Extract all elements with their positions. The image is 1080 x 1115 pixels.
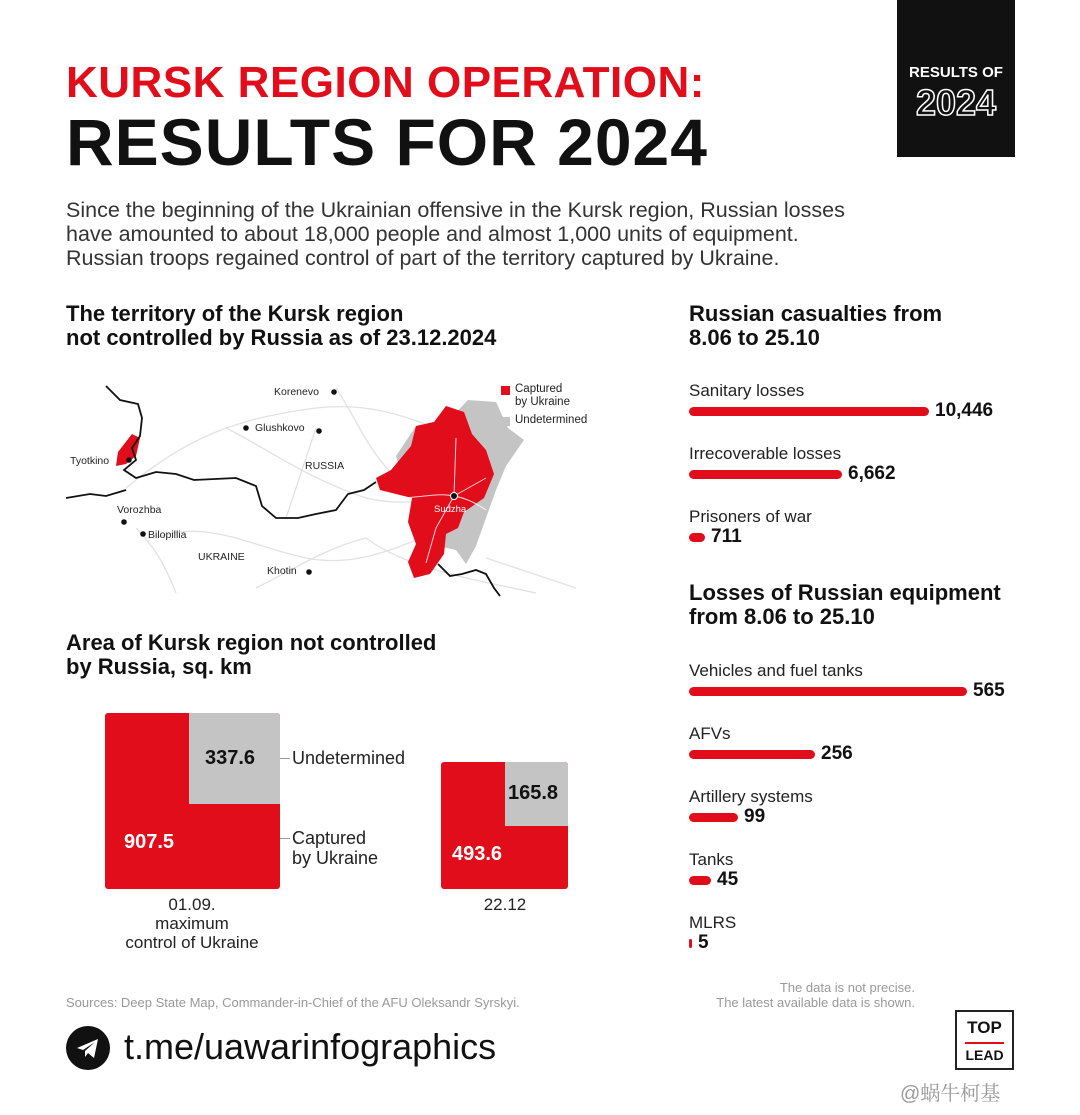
title-line-1: KURSK REGION OPERATION:	[66, 58, 705, 107]
bar-value: 711	[711, 526, 742, 547]
area-heading-line: Area of Kursk region not controlled	[66, 630, 437, 655]
intro-line: Russian troops regained control of part of the territory captured by Ukraine.	[66, 246, 780, 270]
kursk-map	[66, 378, 611, 600]
area-heading	[66, 631, 436, 679]
legend-captured-swatch	[501, 386, 510, 395]
caption-line: control of Ukraine	[125, 933, 259, 952]
place-russia: RUSSIA	[305, 460, 345, 472]
area-label-captured	[292, 828, 378, 868]
intro-text	[66, 198, 1016, 270]
area-captured-value-2212: 493.6	[452, 843, 503, 865]
state-border	[438, 564, 500, 596]
logo-divider	[965, 1042, 1004, 1044]
bar	[689, 939, 692, 948]
bar	[689, 876, 711, 885]
place-sudzha: Sudzha	[434, 504, 467, 515]
caption-line: maximum	[155, 914, 229, 933]
bar	[689, 687, 967, 696]
city-dot	[140, 531, 146, 537]
city-dot	[126, 457, 132, 463]
legend-text: by Ukraine	[515, 396, 570, 408]
intro-line: have amounted to about 18,000 people and almost 1,000 units of equipment.	[66, 222, 799, 246]
casualties-heading-line: Russian casualties from	[689, 301, 943, 326]
city-dot	[121, 519, 127, 525]
casualties-heading	[689, 302, 942, 350]
leader-line	[280, 838, 290, 839]
bar-value: 45	[717, 869, 739, 890]
place-tyotkino: Tyotkino	[70, 455, 110, 467]
equipment-heading-line: Losses of Russian equipment	[689, 580, 1001, 605]
city-dot	[243, 425, 249, 431]
bar-value: 5	[698, 932, 709, 953]
area-label-text: Captured	[292, 828, 367, 848]
area-captured-value-0109: 907.5	[124, 831, 175, 853]
bar	[689, 533, 705, 542]
city-dot-sudzha	[451, 493, 458, 500]
telegram-icon[interactable]	[66, 1026, 110, 1070]
badge-label: RESULTS OF	[909, 64, 1003, 81]
legend-undetermined-swatch	[501, 417, 510, 426]
map-heading	[66, 302, 496, 350]
casualties-heading-line: 8.06 to 25.10	[689, 325, 820, 350]
area-caption-0109	[92, 895, 292, 952]
area-label-undetermined: Undetermined	[292, 748, 406, 768]
data-note-line: The data is not precise.	[779, 980, 915, 995]
caption-line: 01.09.	[168, 895, 216, 914]
bar-value: 99	[744, 806, 766, 827]
city-dot	[306, 569, 312, 575]
logo-bottom-text: LEAD	[965, 1047, 1004, 1063]
intro-line: Since the beginning of the Ukrainian offensive in the Kursk region, Russian losses	[66, 198, 845, 222]
legend-captured-label	[515, 383, 570, 409]
city-dot	[316, 428, 322, 434]
legend-text: Captured	[515, 383, 563, 395]
place-khotin: Khotin	[267, 565, 297, 577]
bar-value: 6,662	[848, 463, 896, 484]
bar	[689, 813, 738, 822]
bar-label: Tanks	[689, 850, 734, 869]
area-undetermined-value-2212: 165.8	[508, 782, 559, 804]
legend-undetermined-label: Undetermined	[515, 414, 588, 426]
equipment-heading-line: from 8.06 to 25.10	[689, 604, 875, 629]
city-dot	[331, 389, 337, 395]
bar	[689, 750, 815, 759]
bar	[689, 470, 842, 479]
place-vorozhba: Vorozhba	[117, 504, 162, 516]
bar-label: Irrecoverable losses	[689, 444, 842, 463]
toplead-logo	[955, 1010, 1014, 1070]
place-bilopillia: Bilopillia	[148, 529, 187, 541]
watermark: @蜗牛柯基	[900, 1083, 1001, 1105]
bar-value: 565	[973, 680, 1005, 701]
map-heading-line: The territory of the Kursk region	[66, 301, 404, 326]
state-border	[66, 490, 126, 498]
place-ukraine: UKRAINE	[198, 551, 245, 563]
title-line-2: RESULTS FOR 2024	[66, 105, 708, 179]
bar-label: MLRS	[689, 913, 737, 932]
bar-label: Artillery systems	[689, 787, 813, 806]
equipment-heading	[689, 581, 1001, 629]
bar-value: 10,446	[935, 400, 994, 421]
bar	[689, 407, 929, 416]
sources-note: Sources: Deep State Map, Commander-in-Chief of the AFU Oleksandr Syrskyi.	[66, 995, 520, 1010]
map-heading-line: not controlled by Russia as of 23.12.2024	[66, 325, 497, 350]
area-undetermined-value-0109: 337.6	[205, 747, 256, 769]
data-note	[640, 980, 915, 1010]
area-caption-2212: 22.12	[483, 895, 527, 914]
bar-label: AFVs	[689, 724, 731, 743]
bar-value: 256	[821, 743, 853, 764]
place-glushkovo: Glushkovo	[255, 422, 305, 434]
area-heading-line: by Russia, sq. km	[66, 654, 252, 679]
telegram-link[interactable]: t.me/uawarinfographics	[124, 1026, 497, 1067]
leader-line	[280, 758, 290, 759]
results-badge	[897, 0, 1015, 157]
place-korenevo: Korenevo	[274, 386, 319, 398]
bar-label: Prisoners of war	[689, 507, 812, 526]
bar-label: Vehicles and fuel tanks	[689, 661, 863, 680]
data-note-line: The latest available data is shown.	[716, 995, 915, 1010]
bar-label: Sanitary losses	[689, 381, 805, 400]
area-label-text: by Ukraine	[292, 848, 379, 868]
logo-top-text: TOP	[967, 1018, 1002, 1037]
badge-year: 2024	[915, 82, 997, 123]
state-border	[106, 386, 376, 518]
